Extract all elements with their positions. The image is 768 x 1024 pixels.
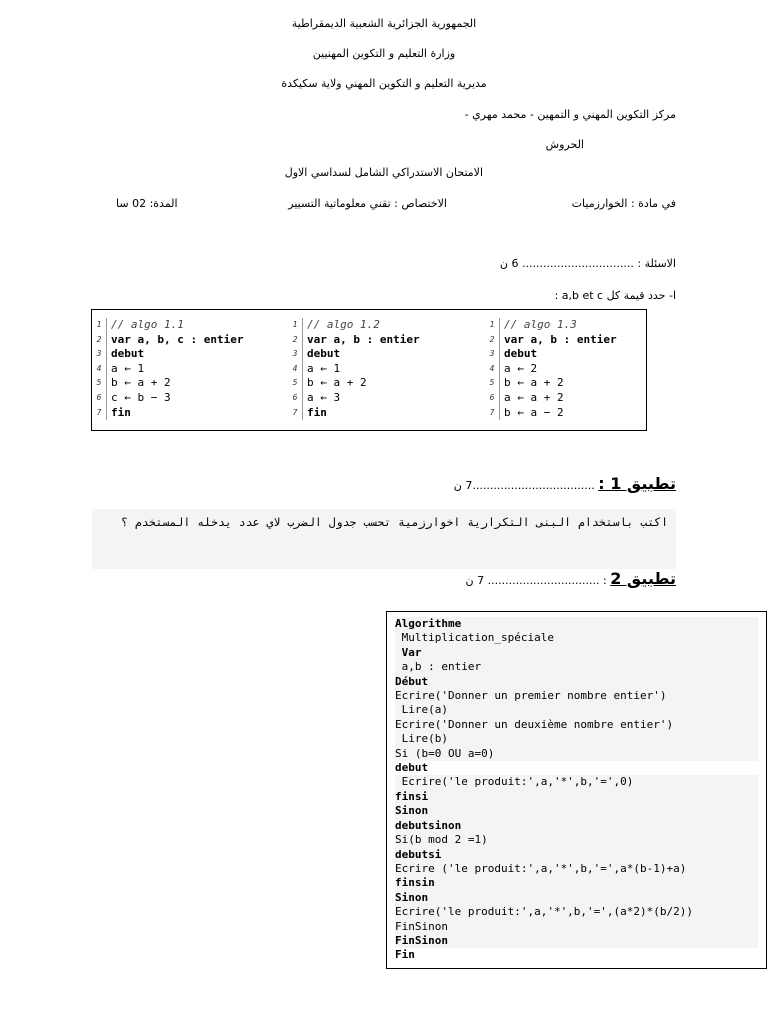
algo-line xyxy=(288,376,420,391)
task1-question: اكتب باستخدام البنى التكرارية اخوارزمية تحسب جدول الضرب لاي عدد يدخله المستخدم ؟ xyxy=(92,509,676,569)
code-line: Ecrire('Donner un premier nombre entier') xyxy=(395,689,758,703)
task1-points: ...................................7 ن xyxy=(453,479,595,492)
code-line: Algorithme xyxy=(395,617,758,631)
line-number: 5 xyxy=(489,378,495,388)
location: الحروش xyxy=(545,138,584,151)
task1-title: تطبيق 1 : xyxy=(598,474,676,493)
code-line: Si (b=0 OU a=0) xyxy=(395,747,758,761)
algo-line xyxy=(92,376,243,391)
code-line: Ecrire('le produit:',a,'*',b,'=',(a*2)*(b/2)) xyxy=(395,905,758,919)
algo-code: b ← a − 2 xyxy=(499,406,564,421)
algo-line xyxy=(485,318,617,333)
code-line: debut xyxy=(395,761,429,775)
code-line: Si(b mod 2 =1) xyxy=(395,833,758,847)
header-line-3: مديرية التعليم و التكوين المهني ولاية سكيكدة xyxy=(281,77,487,90)
line-number: 5 xyxy=(96,378,102,388)
algo-code: var a, b : entier xyxy=(499,333,617,348)
specialty: الاختصاص : تقني معلوماتية التسيير xyxy=(288,197,447,210)
algo-line xyxy=(288,362,420,377)
line-number: 2 xyxy=(489,334,495,344)
duration: المدة: 02 سا xyxy=(116,197,178,210)
line-number: 3 xyxy=(489,349,495,359)
line-number: 7 xyxy=(96,407,102,417)
line-number: 3 xyxy=(292,349,298,359)
algo-line xyxy=(92,318,243,333)
algo-line xyxy=(288,333,420,348)
algo-code: a ← 1 xyxy=(302,362,340,377)
line-number: 6 xyxy=(489,392,495,402)
line-number: 5 xyxy=(292,378,298,388)
line-number: 1 xyxy=(292,320,298,329)
algo-line xyxy=(485,406,617,421)
algo-code: a ← 2 xyxy=(499,362,537,377)
task2-heading xyxy=(466,569,676,588)
algo-code: b ← a + 2 xyxy=(499,376,564,391)
line-number: 7 xyxy=(292,407,298,417)
line-number: 1 xyxy=(489,320,495,329)
center-name: مركز التكوين المهني و التمهين - محمد مهري - xyxy=(464,108,676,121)
task2-points: : ................................ 7 ن xyxy=(465,574,607,587)
algo-code: // algo 1.3 xyxy=(499,318,577,333)
code-line: FinSinon xyxy=(395,920,758,934)
task1-heading xyxy=(454,474,676,493)
line-number: 6 xyxy=(292,392,298,402)
algo-line xyxy=(92,391,243,406)
code-line: Multiplication_spéciale xyxy=(395,631,758,645)
algo-line xyxy=(288,318,420,333)
header-line-1: الجمهورية الجزائرية الشعبية الديمقراطية xyxy=(291,17,477,30)
algorithm-code-box xyxy=(386,611,767,969)
algo-code: debut xyxy=(106,347,144,362)
algo-code: // algo 1.1 xyxy=(106,318,184,333)
code-line: Début xyxy=(395,675,758,689)
algo-code: debut xyxy=(499,347,537,362)
algo-line xyxy=(485,362,617,377)
algo-line xyxy=(485,333,617,348)
line-number: 4 xyxy=(96,363,102,373)
section1-title: الاسئلة : ................................ 6 ن xyxy=(499,257,676,270)
algo-column-2 xyxy=(288,318,420,420)
code-line: Ecrire('Donner un deuxième nombre entier') xyxy=(395,718,758,732)
line-number: 6 xyxy=(96,392,102,402)
algo-line xyxy=(288,391,420,406)
algo-line xyxy=(92,347,243,362)
algo-code: fin xyxy=(302,406,327,421)
algo-code: b ← a + 2 xyxy=(106,376,171,391)
algo-column-3 xyxy=(485,318,617,420)
code-line: Lire(b) xyxy=(395,732,758,746)
code-line: Sinon xyxy=(395,891,758,905)
algo-code: c ← b − 3 xyxy=(106,391,171,406)
code-line: finsin xyxy=(395,876,758,890)
line-number: 7 xyxy=(489,407,495,417)
algo-line xyxy=(92,333,243,348)
algo-code: a ← 3 xyxy=(302,391,340,406)
algo-line xyxy=(92,406,243,421)
algo-line xyxy=(288,347,420,362)
algo-line xyxy=(288,406,420,421)
algo-line xyxy=(92,362,243,377)
code-line: Lire(a) xyxy=(395,703,758,717)
algo-code: var a, b : entier xyxy=(302,333,420,348)
algo-code: a ← a + 2 xyxy=(499,391,564,406)
algo-code: fin xyxy=(106,406,131,421)
line-number: 4 xyxy=(489,363,495,373)
algo-line xyxy=(485,347,617,362)
algo-code: a ← 1 xyxy=(106,362,144,377)
code-line: Sinon xyxy=(395,804,758,818)
code-line: finsi xyxy=(395,790,758,804)
algorithms-box xyxy=(91,309,647,431)
code-line: Ecrire ('le produit:',a,'*',b,'=',a*(b-1)+a) xyxy=(395,862,758,876)
algo-code: var a, b, c : entier xyxy=(106,333,243,348)
code-line: Fin xyxy=(395,948,415,962)
code-line: a,b : entier xyxy=(395,660,758,674)
header-line-2: وزارة التعليم و التكوين المهنيين xyxy=(312,47,456,60)
section1-instruction: ا- حدد قيمة كل a,b et c : xyxy=(554,289,676,302)
line-number: 4 xyxy=(292,363,298,373)
line-number: 3 xyxy=(96,349,102,359)
exam-title: الامتحان الاستدراكي الشامل لسداسي الاول xyxy=(284,166,483,179)
code-line: debutsi xyxy=(395,848,758,862)
algo-code: // algo 1.2 xyxy=(302,318,380,333)
algo-line xyxy=(485,391,617,406)
code-line: Var xyxy=(395,646,758,660)
code-line: FinSinon xyxy=(395,934,758,948)
subject: في مادة : الخوارزميات xyxy=(571,197,676,210)
code-line: debutsinon xyxy=(395,819,758,833)
algo-line xyxy=(485,376,617,391)
line-number: 2 xyxy=(292,334,298,344)
algo-code: b ← a + 2 xyxy=(302,376,367,391)
task2-title: تطبيق 2 xyxy=(610,569,676,588)
line-number: 1 xyxy=(96,320,102,329)
algo-code: debut xyxy=(302,347,340,362)
code-line: Ecrire('le produit:',a,'*',b,'=',0) xyxy=(395,775,758,789)
line-number: 2 xyxy=(96,334,102,344)
algo-column-1 xyxy=(92,318,243,420)
